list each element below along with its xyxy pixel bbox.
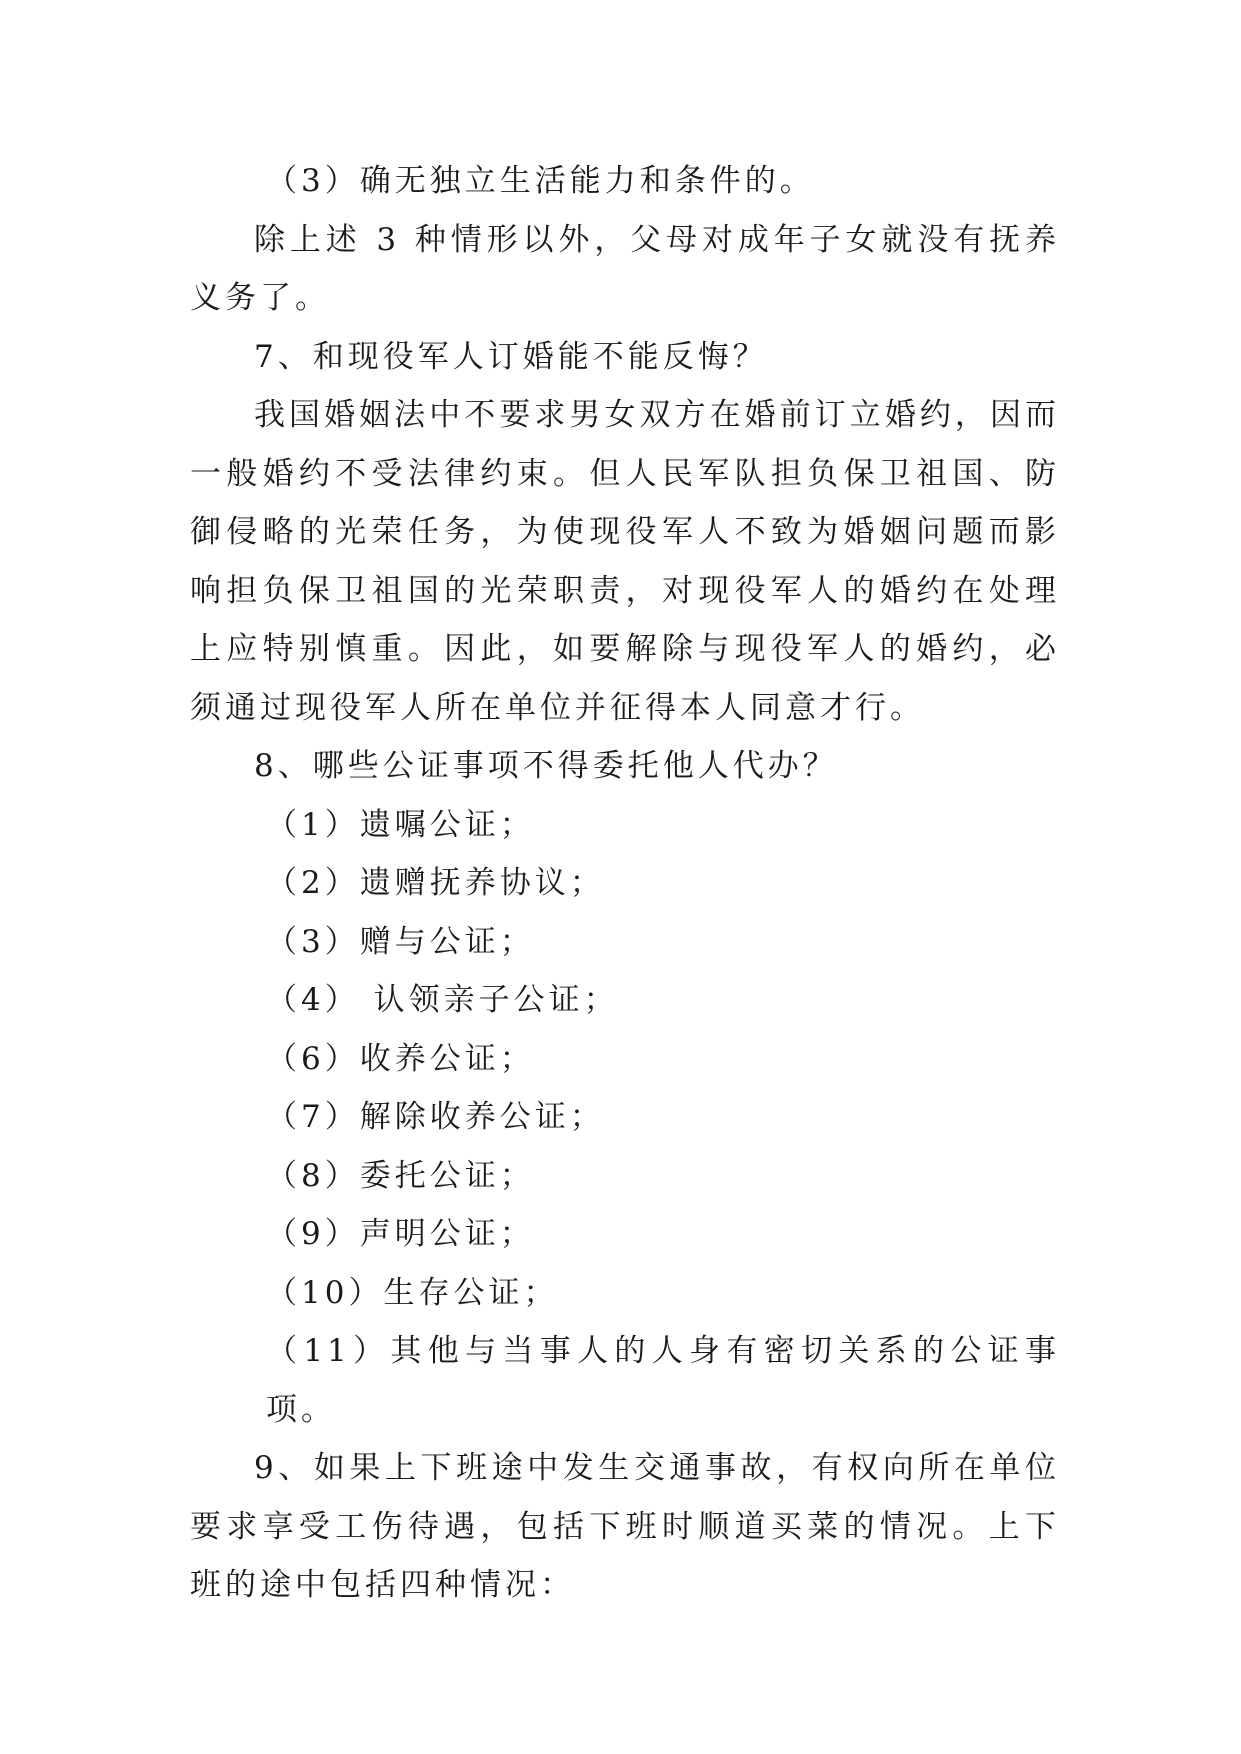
- document-page: [190, 152, 1060, 1615]
- list-item: （4） 认领亲子公证；: [266, 982, 619, 1018]
- list-item: （7）解除收养公证；: [266, 1099, 605, 1135]
- body-paragraph: 我国婚姻法中不要求男女双方在婚前订立婚约，因而一般婚约不受法律约束。但人民军队担负保卫祖国、防御侵略的光荣任务，为使现役军人不致为婚姻问题而影响担负保卫祖国的光荣职责，对现役军人的婚约在处理上应特别慎重。因此，如要解除与现役军人的婚约，必须通过现役军人所在单位并征得本人同意才行。: [190, 397, 1060, 726]
- body-paragraph: 除上述 3 种情形以外，父母对成年子女就没有抚养义务了。: [190, 221, 1060, 316]
- question-heading: 8、哪些公证事项不得委托他人代办？: [254, 748, 838, 784]
- list-item: （9）声明公证；: [266, 1216, 535, 1252]
- list-item: （3）确无独立生活能力和条件的。: [266, 163, 815, 199]
- body-paragraph: 9、如果上下班途中发生交通事故，有权向所在单位要求享受工伤待遇，包括下班时顺道买菜的情况。上下班的途中包括四种情况：: [190, 1450, 1060, 1603]
- question-heading: 7、和现役军人订婚能不能反悔？: [254, 338, 768, 375]
- list-item: （10）生存公证；: [266, 1274, 559, 1311]
- list-item: （2）遗赠抚养协议；: [266, 865, 605, 901]
- list-item: （6）收养公证；: [266, 1040, 535, 1077]
- list-item: （8）委托公证；: [266, 1157, 535, 1194]
- list-item: （11）其他与当事人的人身有密切关系的公证事项。: [266, 1333, 1060, 1428]
- list-item: （3）赠与公证；: [266, 923, 535, 960]
- list-item: （1）遗嘱公证；: [266, 806, 535, 843]
